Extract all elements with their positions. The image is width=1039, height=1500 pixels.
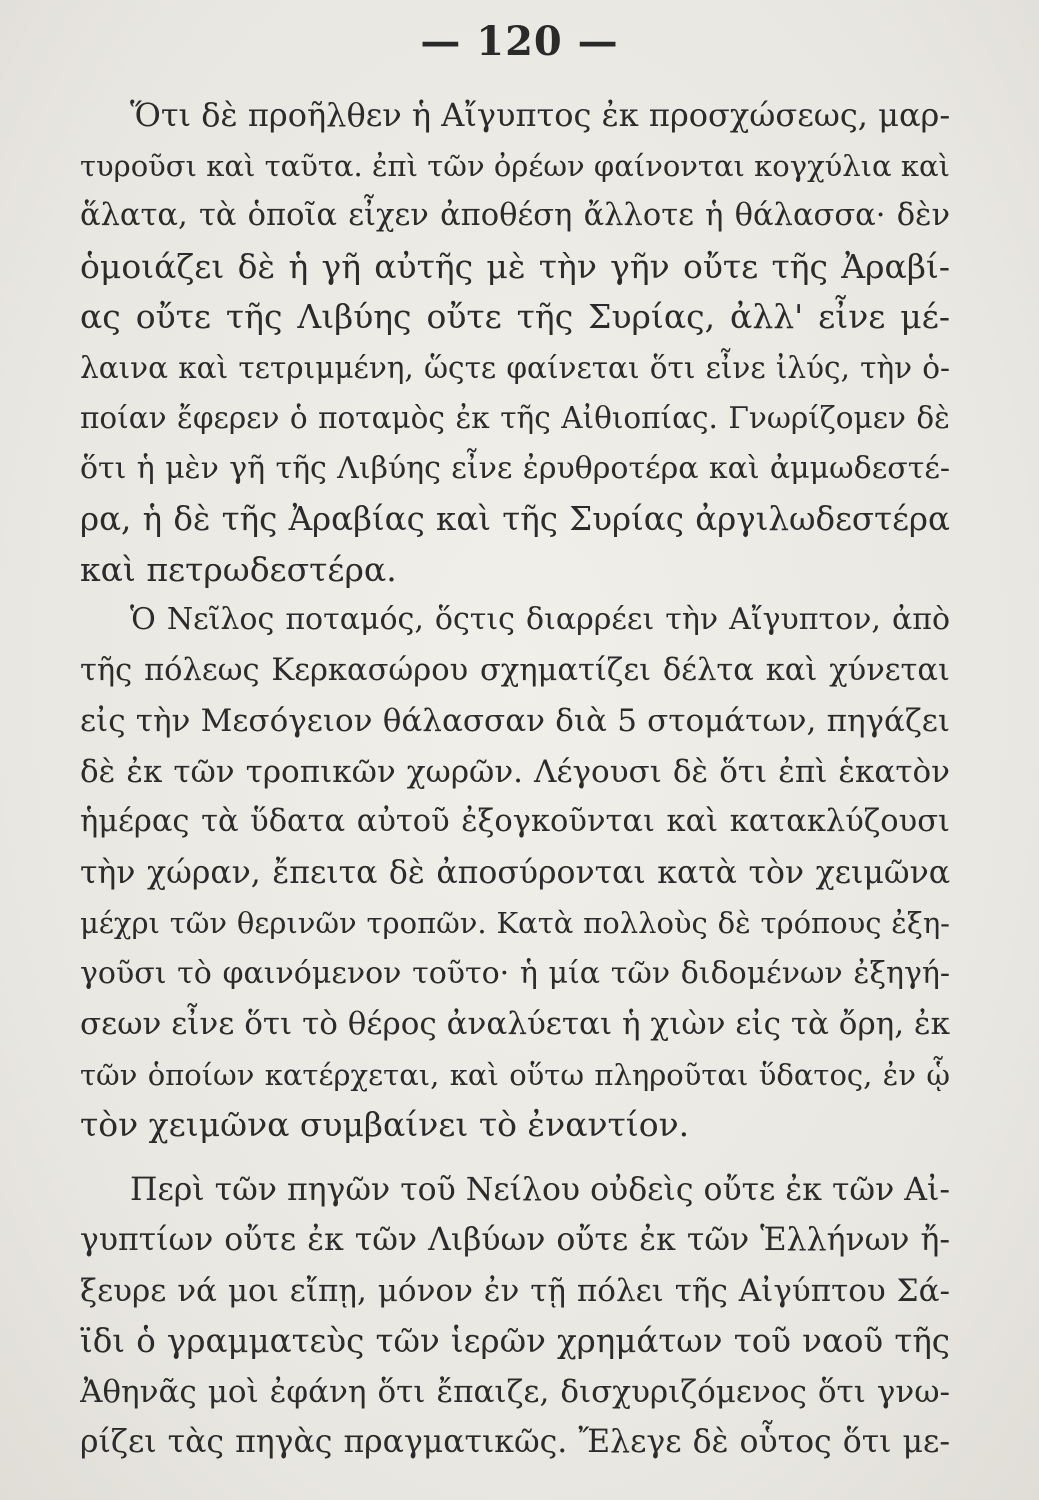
paragraph	[80, 1165, 950, 1468]
paragraph	[80, 595, 950, 1151]
text-line: Ὁ Νεῖλος ποταμός, ὅςτις διαρρέει τὴν Αἴγυπτον, ἀπὸ	[130, 602, 950, 637]
text-line: τυροῦσι καὶ ταῦτα. ἐπὶ τῶν ὀρέων φαίνονται κογχύλια καὶ	[80, 148, 950, 183]
text-line: ποίαν ἔφερεν ὁ ποταμὸς ἐκ τῆς Αἰθιοπίας. Γνωρίζομεν δὲ	[80, 401, 950, 435]
text-line: καὶ πετρωδεστέρα.	[80, 549, 397, 589]
text-line: ἅλατα, τὰ ὁποῖα εἶχεν ἀποθέση ἄλλοτε ἡ θάλασσα· δὲν	[80, 198, 950, 233]
paragraph-gap	[80, 1151, 950, 1165]
text-line: Ἀθηνᾶς μοὶ ἐφάνη ὅτι ἔπαιζε, δισχυριζόμενος ὅτι γνω-	[80, 1373, 950, 1410]
text-line: τὴν χώραν, ἔπειτα δὲ ἀποσύρονται κατὰ τὸν χειμῶνα	[80, 854, 950, 891]
text-line: τῶν ὁποίων κατέρχεται, καὶ οὕτω πληροῦται ὕδατος, ἐν ᾧ	[80, 1057, 950, 1092]
text-line: γυπτίων οὔτε ἐκ τῶν Λιβύων οὔτε ἐκ τῶν Ἑλλήνων ἤ-	[80, 1222, 950, 1258]
text-line: ξευρε νά μοι εἴπῃ, μόνον ἐν τῇ πόλει τῆς Αἰγύπτου Σά-	[80, 1272, 950, 1309]
text-line: τὸν χειμῶνα συμβαίνει τὸ ἐναντίον.	[80, 1105, 690, 1144]
text-line: ας οὔτε τῆς Λιβύης οὔτε τῆς Συρίας, ἀλλ' εἶνε μέ-	[80, 297, 950, 336]
page-number: — 120 —	[420, 18, 619, 65]
text-line: ὁμοιάζει δὲ ἡ γῆ αὐτῆς μὲ τὴν γῆν οὔτε τῆς Ἀραβί-	[80, 246, 950, 286]
body-text	[80, 90, 950, 1468]
text-line: ὅτι ἡ μὲν γῆ τῆς Λιβύης εἶνε ἐρυθροτέρα καὶ ἀμμωδεστέ-	[80, 450, 950, 486]
text-line: δὲ ἐκ τῶν τροπικῶν χωρῶν. Λέγουσι δὲ ὅτι ἐπὶ ἑκατὸν	[80, 753, 950, 790]
text-line: ϊδι ὁ γραμματεὺς τῶν ἱερῶν χρημάτων τοῦ ναοῦ τῆς	[80, 1322, 950, 1360]
text-line: Περὶ τῶν πηγῶν τοῦ Νείλου οὐδεὶς οὔτε ἐκ τῶν Αἰ-	[130, 1171, 950, 1208]
text-line: μέχρι τῶν θερινῶν τροπῶν. Κατὰ πολλοὺς δὲ τρόπους ἐξη-	[80, 906, 950, 940]
paragraph	[80, 90, 950, 595]
text-line: γοῦσι τὸ φαινόμενον τοῦτο· ἡ μία τῶν διδομένων ἐξηγή-	[80, 955, 950, 991]
text-line: τῆς πόλεως Κερκασώρου σχηματίζει δέλτα καὶ χύνεται	[80, 652, 950, 688]
text-line: Ὅτι δὲ προῆλθεν ἡ Αἴγυπτος ἐκ προσχώσεως, μαρ-	[130, 96, 950, 134]
text-line: ρίζει τὰς πηγὰς πραγματικῶς. Ἔλεγε δὲ οὗτος ὅτι με-	[80, 1424, 950, 1460]
text-line: σεων εἶνε ὅτι τὸ θέρος ἀναλύεται ἡ χιὼν εἰς τὰ ὄρη, ἐκ	[80, 1006, 950, 1042]
text-line: εἰς τὴν Μεσόγειον θάλασσαν διὰ 5 στομάτων, πηγάζει	[80, 703, 950, 739]
text-line: ρα, ἡ δὲ τῆς Ἀραβίας καὶ τῆς Συρίας ἀργιλωδεστέρα	[80, 500, 950, 538]
text-line: λαινα καὶ τετριμμένη, ὥςτε φαίνεται ὅτι εἶνε ἰλύς, τὴν ὁ-	[80, 350, 950, 385]
text-line: ἡμέρας τὰ ὕδατα αὐτοῦ ἐξογκοῦνται καὶ κατακλύζουσι	[80, 804, 950, 839]
